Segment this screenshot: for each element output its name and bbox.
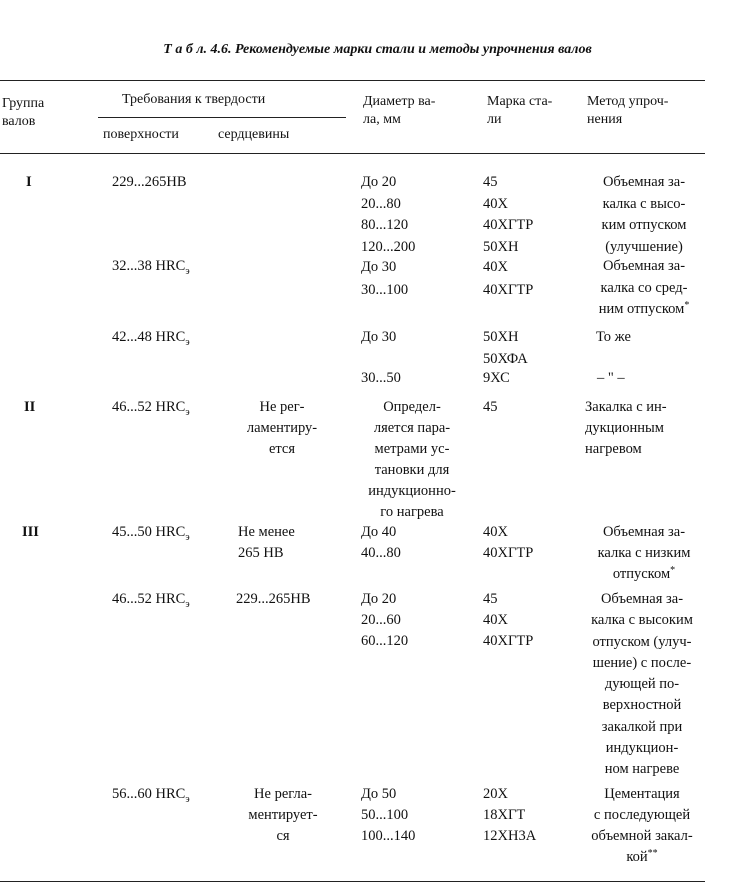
surface-hardness: 42...48 $HRC_э$ xyxy=(112,329,190,348)
surface-hardness: 45...50 $HRC_э$ xyxy=(112,524,190,543)
diameter-cell: До 50 50...100 100...140 xyxy=(361,786,416,844)
grade-cell: 45 40Х 40ХГТР xyxy=(483,591,534,649)
method-cell: – " – xyxy=(597,370,625,386)
group-label: I xyxy=(26,174,32,190)
header-diameter: Диаметр ва- ла, мм xyxy=(363,94,436,127)
surface-hardness: 46...52 $HRC_э$ xyxy=(112,591,190,610)
diameter-cell: 30...50 xyxy=(361,370,401,386)
grade-cell: 20Х 18ХГТ 12ХН3А xyxy=(483,786,537,844)
header-core: сердцевины xyxy=(218,127,290,142)
diameter-cell: До 20 20...80 80...120 120...200 xyxy=(361,174,416,255)
core-hardness: 229...265НВ xyxy=(236,591,311,607)
group-label: II xyxy=(24,399,36,415)
table-top-rule xyxy=(0,80,705,81)
header-surface: поверхности xyxy=(103,127,179,142)
core-hardness: Не менее 265 НВ xyxy=(238,524,295,561)
diameter-cell: До 30 xyxy=(361,329,397,345)
header-method: Метод упроч- нения xyxy=(587,94,669,127)
core-hardness: Не регла- ментирует- ся xyxy=(248,786,318,844)
surface-hardness: 32...38 $HRC_э$ xyxy=(112,258,190,277)
grade-cell: 45 xyxy=(483,399,498,415)
diameter-cell: Определ- ляется пара- метрами ус- тановки для индукционно- го нагрева xyxy=(368,399,456,520)
diameter-cell: До 40 40...80 xyxy=(361,524,401,561)
method-cell: Закалка с ин- дукционным нагревом xyxy=(585,399,667,457)
surface-hardness: 46...52 $HRC_э$ xyxy=(112,399,190,418)
method-cell: То же xyxy=(596,329,631,345)
hardness-sub-rule xyxy=(98,117,346,118)
group-label: III xyxy=(22,524,39,540)
surface-hardness: 229...265НВ xyxy=(112,174,187,190)
method-cell: Объемная за- калка с низким отпуском* xyxy=(597,524,691,582)
method-cell: Объемная за- калка с высоким отпуском (улуч- шение) с после- дующей по- верхностной закалкой при индукцион- ном нагреве xyxy=(591,591,693,778)
header-bottom-rule xyxy=(0,153,705,154)
grade-cell: 40Х 40ХГТР xyxy=(483,524,534,561)
diameter-cell: До 30 30...100 xyxy=(361,259,409,298)
method-cell: Объемная за- калка со сред- ним отпуском* xyxy=(598,258,690,317)
header-hardness: Требования к твердости xyxy=(122,92,266,107)
grade-cell: 45 40Х 40ХГТР 50ХН xyxy=(483,174,534,255)
core-hardness: Не рег- ламентиру- ется xyxy=(246,399,318,457)
header-group: Группа валов xyxy=(2,96,45,129)
grade-cell: 9ХС xyxy=(483,370,510,386)
method-cell: Объемная за- калка с высо- ким отпуском (улучшение) xyxy=(601,174,687,255)
table-bottom-rule xyxy=(0,881,705,882)
grade-cell: 50ХН 50ХФА xyxy=(483,329,528,367)
diameter-cell: До 20 20...60 60...120 xyxy=(361,591,409,649)
method-cell: Цементация с последующей объемной закал- кой** xyxy=(591,786,693,865)
surface-hardness: 56...60 $HRC_э$ xyxy=(112,786,190,805)
header-grade: Марка ста- ли xyxy=(487,94,553,127)
grade-cell: 40Х 40ХГТР xyxy=(483,259,534,298)
table-caption: Т а б л. 4.6. Рекомендуемые марки стали и методы упрочнения валов xyxy=(163,42,592,57)
